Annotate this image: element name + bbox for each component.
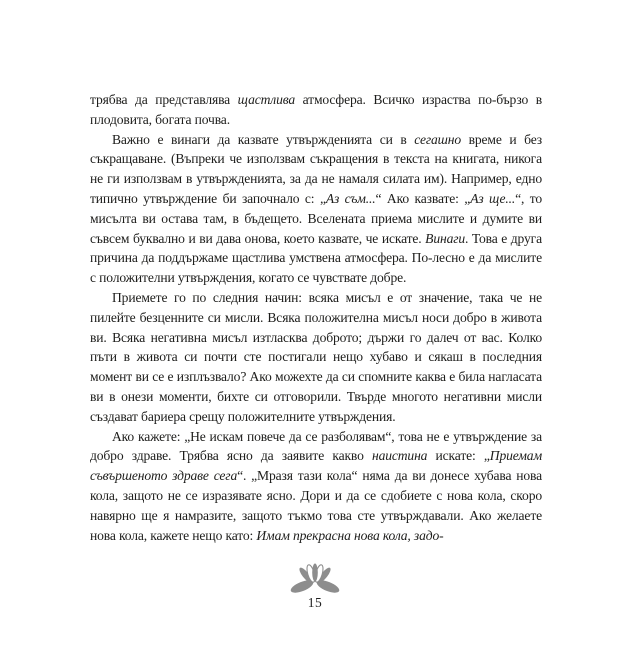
- text-block: [90, 90, 542, 545]
- text-run: трябва да представлява: [90, 92, 238, 107]
- text-run: Ако кажете: „Не искам повече да се разболявам“, това не е утвърждение за добро здраве. Трябва ясно да заявите какво: [90, 428, 542, 464]
- text-run: “, то мисълта ви остава там, в бъдещето. Вселената приема мислите и думите ви съвсем буквално и ви дава онова, което казвате, че искате.: [90, 190, 542, 246]
- italic-text-run: наистина: [371, 448, 428, 464]
- italic-text-run: Имам прекрасна нова кола, задо-: [256, 527, 444, 543]
- page-number: 15: [307, 595, 323, 610]
- paragraph: [90, 288, 542, 427]
- text-run: . Това е друга причина да поддържаме щастлива умствена атмосфера. По-лесно е да мислите с положителни утвърждения, когато се чувствате добре.: [90, 230, 542, 286]
- italic-text-run: Винаги: [425, 230, 466, 246]
- italic-text-run: Приемам съвършеното здраве сега: [90, 448, 542, 484]
- paragraph: [90, 427, 542, 546]
- text-run: “ Ако казвате: „: [375, 190, 471, 206]
- text-run: време и без съкращаване. (Въпреки че използвам съкращения в текста на книгата, никога не ги използвам в утвържденията, за да не намаля силата им). Например, едно типично утвърждение би започнало с: „: [90, 131, 542, 206]
- text-run: Важно е винаги да казвате утвържденията си в: [112, 131, 415, 147]
- italic-text-run: сегашно: [414, 131, 461, 147]
- text-run: искате: „: [427, 448, 490, 464]
- text-run: Приемете го по следния начин: всяка мисъл е от значение, така че не пилейте безценните си мисли. Всяка положителна мисъл носи добро в живота ви. Всяка негативна мисъл изтласква доброто; държи го далеч от вас. Колко пъти в живота си почти сте постигали нещо хубаво и сякаш в последния момент ви се е изплъзвало? Ако можехте да си спомните каква е била нагласата ви в онези моменти, бихте си отговорили. Твърде многото негативни мисли създават бариера срещу положителните утвърждения.: [90, 289, 542, 424]
- paragraph: [90, 130, 542, 288]
- italic-text-run: Аз ще...: [470, 190, 516, 206]
- paragraph: [90, 90, 542, 130]
- footer-ornament: [0, 563, 630, 595]
- text-run: атмосфера. Всичко израства по-бързо в плодовита, богата почва.: [90, 92, 542, 127]
- lotus-ornament-icon: [290, 563, 340, 595]
- italic-text-run: Аз съм...: [325, 190, 376, 206]
- text-run: “. „Мразя тази кола“ няма да ви донесе хубава нова кола, защото не се изразявате ясно. Дори и да се сдобиете с нова кола, скоро навярно ще я намразите, защото тъкмо това сте утвърждавали. Ако желаете нова кола, кажете нещо като:: [90, 468, 542, 543]
- italic-text-run: щастлива: [237, 92, 296, 107]
